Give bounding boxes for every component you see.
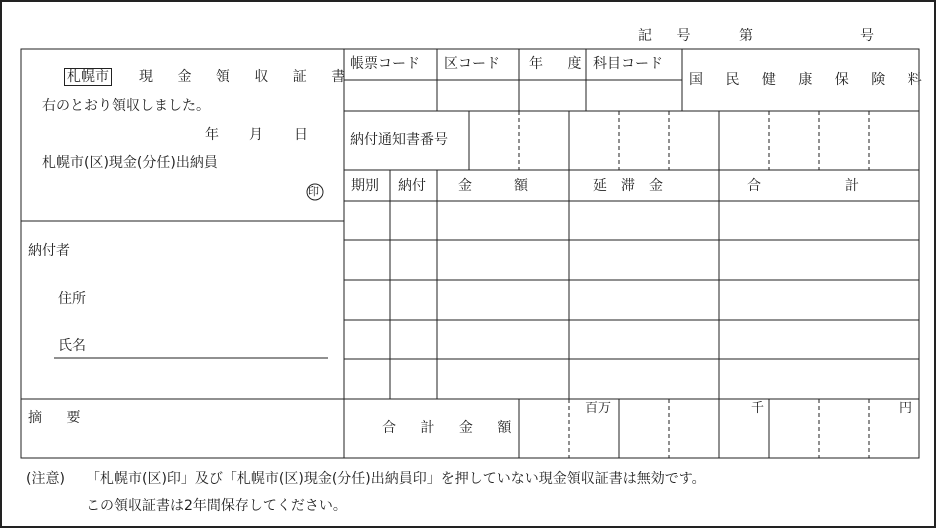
unit-thousand: 千 (751, 401, 765, 416)
payer-address-field[interactable] (92, 284, 328, 314)
col-late-fee: 延 滞 金 (593, 178, 663, 194)
unit-yen: 円 (899, 401, 913, 416)
col-total: 合 計 (747, 178, 859, 194)
receipt-title: 現 金 領 収 証 書 (139, 69, 356, 85)
notice-number-label: 納付通知書番号 (350, 132, 448, 148)
date-day: 日 (294, 127, 308, 143)
payer-label: 納付者 (28, 243, 70, 259)
summary-label: 摘 要 (28, 410, 91, 426)
col-payment: 納付 (398, 178, 426, 194)
notes-line-1: 「札幌市(区)印」及び「札幌市(区)現金(分任)出納員印」を押していない現金領収証書は無効です。 (86, 471, 706, 487)
insurance-type: 国 民 健 康 保 険 料 (689, 72, 931, 88)
ledger-code-label: 帳票コード (350, 56, 420, 72)
total-amount-label: 合 計 金 額 (382, 420, 522, 436)
payer-name-label: 氏名 (58, 338, 86, 354)
header-go: 号 (860, 28, 874, 44)
notes-line-2: この領収証書は2年間保存してください。 (86, 498, 347, 514)
payer-address-label: 住所 (58, 291, 86, 307)
officer-label: 札幌市(区)現金(分任)出納員 (42, 155, 218, 171)
notes-prefix: (注意) (26, 471, 65, 487)
header-dai: 第 (739, 28, 753, 44)
ward-code-label: 区コード (444, 56, 500, 72)
date-year: 年 (205, 127, 219, 143)
payer-name-field[interactable] (92, 330, 328, 358)
date-month: 月 (249, 127, 263, 143)
col-amount: 金 額 (458, 178, 528, 194)
col-period: 期別 (351, 178, 379, 194)
city-box: 札幌市 (64, 68, 112, 86)
unit-million: 百万 (585, 401, 612, 416)
subject-code-label: 科目コード (593, 56, 663, 72)
seal-mark: 印 (308, 185, 319, 198)
fiscal-year-label: 年 度 (529, 56, 592, 72)
header-kigo: 記 号 (638, 28, 701, 44)
received-text: 右のとおり領収しました。 (42, 98, 210, 114)
